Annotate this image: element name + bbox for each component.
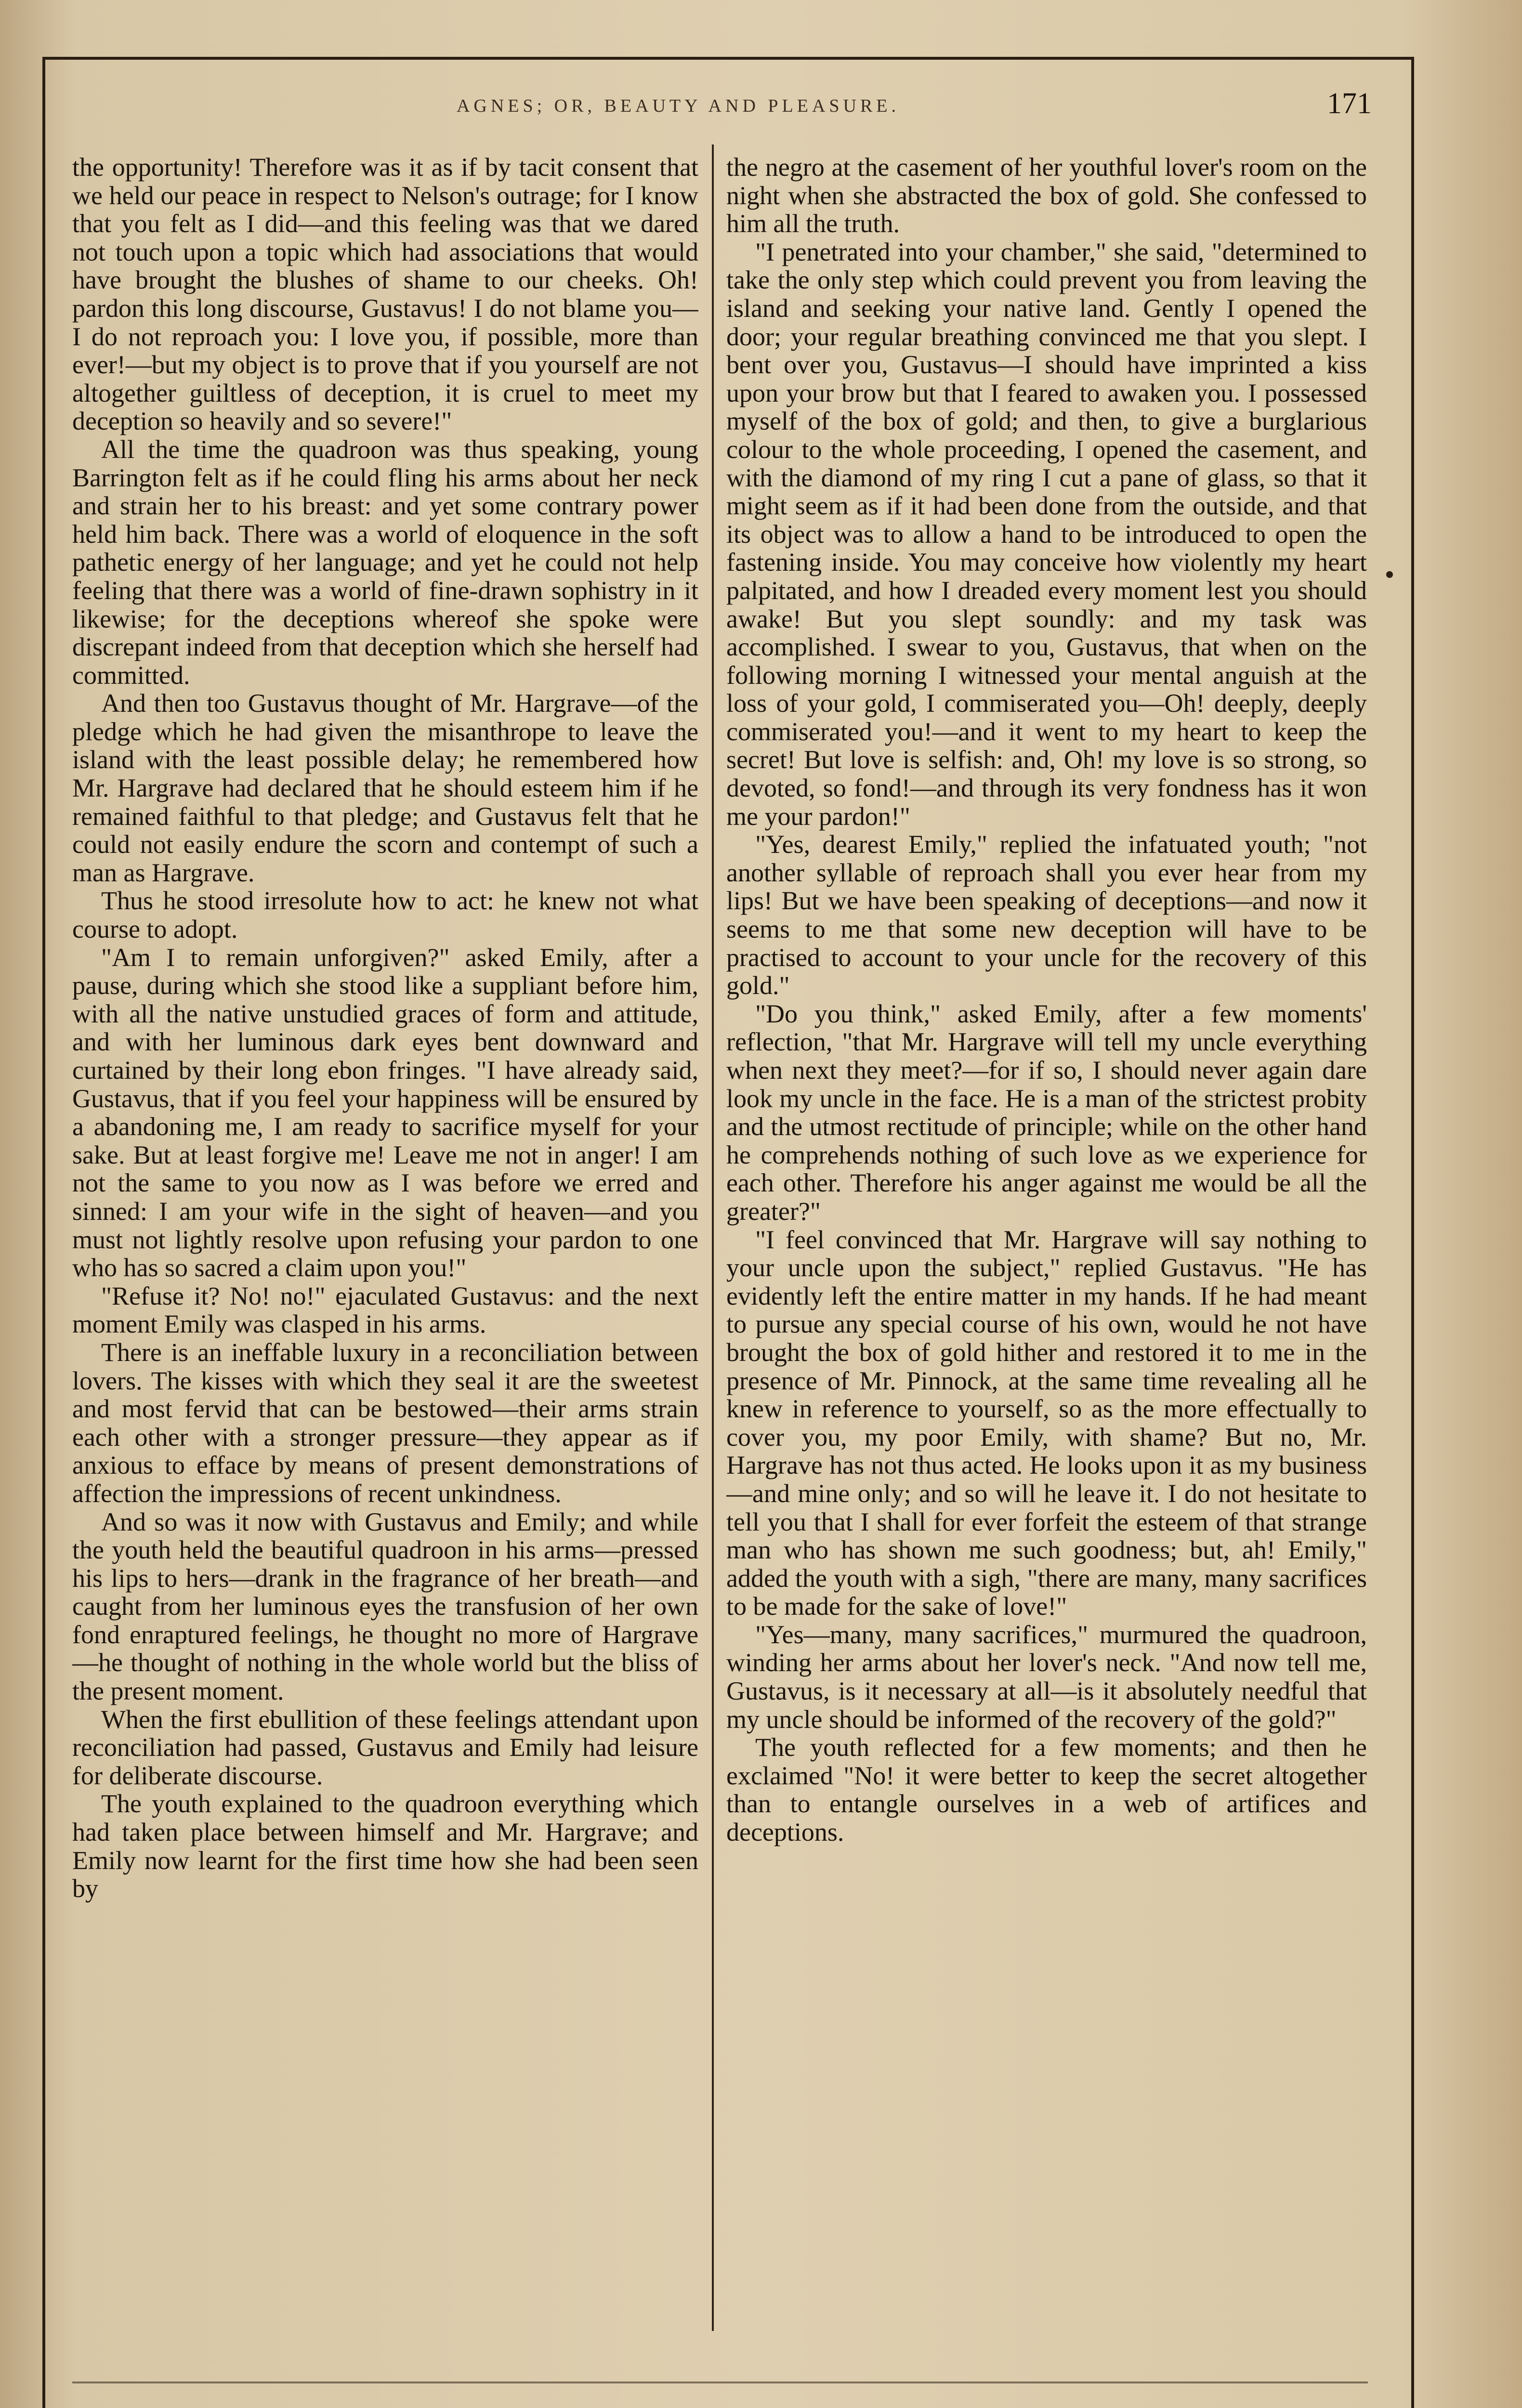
paragraph: When the first ebullition of these feelings attendant upon reconciliation had passed, Gustavus and Emily had leisure for deliberate discourse. <box>72 1704 698 1790</box>
margin-dot <box>1386 571 1393 578</box>
column-divider <box>712 144 714 2331</box>
paragraph: There is an ineffable luxury in a reconciliation between lovers. The kisses with which they seal it are the sweetest and most fervid that can be bestowed—their arms strain each other with a stronger pressure—they appear as if anxious to efface by means of present demonstrations of affection the impressions of recent unkindness. <box>72 1337 698 1508</box>
paragraph: Thus he stood irresolute how to act: he knew not what course to adopt. <box>72 886 698 944</box>
left-column <box>72 153 698 2330</box>
bottom-rule <box>72 2382 1368 2383</box>
paragraph: The youth explained to the quadroon everything which had taken place between himself and Mr. Hargrave; and Emily now learnt for the first time how she had been seen by <box>72 1789 698 1903</box>
paragraph: "Do you think," asked Emily, after a few moments' reflection, "that Mr. Hargrave will tell my uncle everything when next they meet?—for if so, I should never again dare look my uncle in the face. He is a man of the strictest probity and the utmost rectitude of principle; while on the other hand he comprehends nothing of such love as we experience for each other. Therefore his anger against me would be all the greater?" <box>726 999 1367 1226</box>
paragraph: "I penetrated into your chamber," she said, "determined to take the only step which could prevent you from leaving the island and seeking your native land. Gently I opened the door; your regular breathing convinced me that you slept. I bent over you, Gustavus—I should have imprinted a kiss upon your brow but that I feared to awaken you. I possessed myself of the box of gold; and then, to give a burglarious colour to the whole proceeding, I opened the casement, and with the diamond of my ring I cut a pane of glass, so that it might seem as if it had been done from the outside, and that its object was to allow a hand to be introduced to open the fastening inside. You may conceive how violently my heart palpitated, and how I dreaded every moment lest you should awake! But you slept soundly: and my task was accomplished. I swear to you, Gustavus, that when on the following morning I witnessed your mental anguish at the loss of your gold, I commiserated you—Oh! deeply, deeply commiserated you!—and it went to my heart to keep the secret! But love is selfish: and, Oh! my love is so strong, so devoted, so fond!—and through its very fondness has it won me your pardon!" <box>726 237 1367 831</box>
paragraph: "Am I to remain unforgiven?" asked Emily, after a pause, during which she stood like a suppliant before him, with all the native unstudied graces of form and attitude, and with her luminous dark eyes bent downward and curtained by their long ebon fringes. "I have already said, Gustavus, that if you feel your happiness will be ensured by a abandoning me, I am ready to sacrifice myself for your sake. But at least forgive me! Leave me not in anger! I am not the same to you now as I was before we erred and sinned: I am your wife in the sight of heaven—and you must not lightly resolve upon refusing your pardon to one who has so sacred a claim upon you!" <box>72 942 698 1283</box>
page-number: 171 <box>1327 87 1372 120</box>
right-column <box>726 153 1367 2330</box>
paragraph: "I feel convinced that Mr. Hargrave will say nothing to your uncle upon the subject," replied Gustavus. "He has evidently left the entire matter in my hands. If he had meant to pursue any special course of his own, would he not have brought the box of gold hither and restored it to me in the presence of Mr. Pinnock, at the same time revealing all he knew in reference to yourself, so as the more effectually to cover you, my poor Emily, with shame? But no, Mr. Hargrave has not thus acted. He looks upon it as my business—and mine only; and so will he leave it. I do not hesitate to tell you that I shall for ever forfeit the esteem of that strange man who has shown me such goodness; but, ah! Emily," added the youth with a sigh, "there are many, many sacrifices to be made for the sake of love!" <box>726 1225 1367 1621</box>
paragraph: And then too Gustavus thought of Mr. Hargrave—of the pledge which he had given the misanthrope to leave the island with the least possible delay; he remembered how Mr. Hargrave had declared that he should esteem him if he remained faithful to that pledge; and Gustavus felt that he could not easily endure the scorn and contempt of such a man as Hargrave. <box>72 689 698 887</box>
paragraph: the negro at the casement of her youthful lover's room on the night when she abstracted the box of gold. She confessed to him all the truth. <box>726 153 1367 238</box>
paragraph: The youth reflected for a few moments; and then he exclaimed "No! it were better to keep the secret altogether than to entangle ourselves in a web of artifices and deceptions. <box>726 1733 1367 1847</box>
paragraph: the opportunity! Therefore was it as if by tacit consent that we held our peace in respect to Nelson's outrage; for I know that you felt as I did—and this feeling was that we dared not touch upon a topic which had associations that would have brought the blushes of shame to our cheeks. Oh! pardon this long discourse, Gustavus! I do not blame you—I do not reproach you: I love you, if possible, more than ever!—but my object is to prove that if you yourself are not altogether guiltless of deception, it is cruel to meet my deception so heavily and so severe!" <box>72 153 698 436</box>
paragraph: "Refuse it? No! no!" ejaculated Gustavus: and the next moment Emily was clasped in his arms. <box>72 1281 698 1339</box>
page-header <box>42 87 1372 125</box>
paragraph: "Yes, dearest Emily," replied the infatuated youth; "not another syllable of reproach shall you ever hear from my lips! But we have been speaking of deceptions—and now it seems to me that some new deception will have to be practised to account to your uncle for the recovery of this gold." <box>726 830 1367 1000</box>
running-head: AGNES; OR, BEAUTY AND PLEASURE. <box>456 96 900 116</box>
paragraph: "Yes—many, many sacrifices," murmured the quadroon, winding her arms about her lover's neck. "And now tell me, Gustavus, is it necessary at all—is it absolutely needful that my uncle should be informed of the recovery of the gold?" <box>726 1620 1367 1734</box>
paragraph: And so was it now with Gustavus and Emily; and while the youth held the beautiful quadroon in his arms—pressed his lips to hers—drank in the fragrance of her breath—and caught from her luminous eyes the transfusion of her own fond enraptured feelings, he thought no more of Hargrave—he thought of nothing in the whole world but the bliss of the present moment. <box>72 1507 698 1706</box>
paragraph: All the time the quadroon was thus speaking, young Barrington felt as if he could fling his arms about her neck and strain her to his breast: and yet some contrary power held him back. There was a world of eloquence in the soft pathetic energy of her language; and yet he could not help feeling that there was a world of fine-drawn sophistry in it likewise; for the deceptions whereof she spoke were discrepant indeed from that deception which she herself had committed. <box>72 434 698 690</box>
